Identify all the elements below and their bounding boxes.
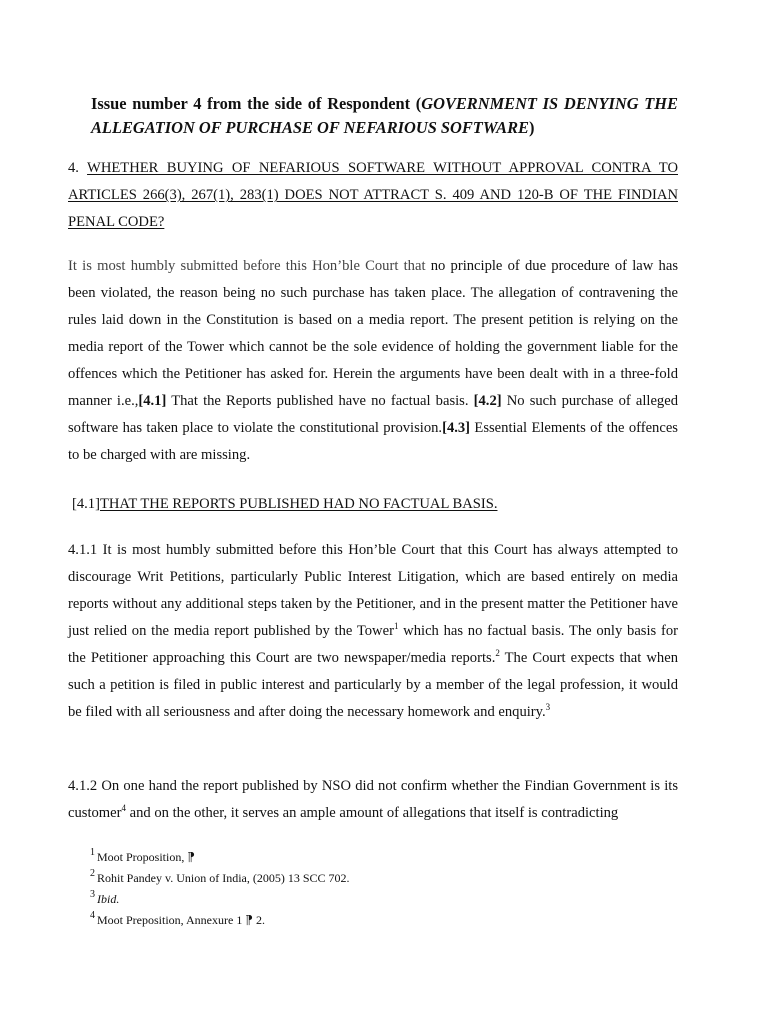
footnote-ref-3[interactable]: 3 bbox=[545, 702, 551, 712]
argument-ref-4-3: [4.3] bbox=[442, 420, 471, 436]
footnotes bbox=[90, 847, 690, 931]
footnote-text: Ibid. bbox=[97, 892, 120, 906]
section-4-1-heading bbox=[72, 491, 497, 518]
intro-paragraph-lead: It is most humbly submitted before this Hon’ble Court that bbox=[68, 258, 426, 274]
intro-paragraph-text: Essential Elements of the offences to be charged with are missing. bbox=[68, 420, 678, 463]
paragraph-4-1-2-text: 4.1.2 On one hand the report published by NSO did not confirm whether the Findian Government is its customer bbox=[68, 778, 678, 821]
intro-paragraph-text: no principle of due procedure of law has been violated, the reason being no such purchase has taken place. The allegation of contravening the rules laid down in the Constitution is based on a media report. The present petition is relying on the media report of the Tower which cannot be the sole evidence of holding the government liable for the offences which the Petitioner has asked for. Herein the arguments have been dealt with in a three-fold manner i.e., bbox=[68, 258, 678, 409]
section-4-1-title: THAT THE REPORTS PUBLISHED HAD NO FACTUAL BASIS. bbox=[99, 496, 498, 512]
issue-heading-suffix: ) bbox=[528, 118, 535, 137]
intro-paragraph bbox=[68, 253, 678, 469]
issue-question bbox=[68, 155, 678, 236]
issue-question-number: 4. bbox=[68, 160, 88, 176]
footnote bbox=[90, 889, 690, 910]
issue-heading bbox=[91, 92, 678, 140]
argument-ref-4-2: [4.2] bbox=[473, 393, 502, 409]
paragraph-4-1-1-text: which has no factual basis. The only basis for the Petitioner approaching this Court are two newspaper/media reports. bbox=[68, 623, 678, 666]
issue-heading-prefix: Issue number 4 from the side of Respondent ( bbox=[91, 94, 422, 113]
argument-ref-4-1: [4.1] bbox=[138, 393, 167, 409]
footnote-number: 1 bbox=[90, 847, 95, 858]
paragraph-4-1-1 bbox=[68, 537, 678, 726]
paragraph-4-1-1-text: 4.1.1 It is most humbly submitted before this Hon’ble Court that this Court has always attempted to discourage Writ Petitions, particularly Public Interest Litigation, which are based entirely on media reports without any additional steps taken by the Petitioner, and in the present matter the Petitioner have just relied on the media report published by the Tower bbox=[68, 542, 678, 639]
issue-heading-italic: GOVERNMENT IS DENYING THE ALLEGATION OF PURCHASE OF NEFARIOUS SOFTWARE bbox=[91, 94, 678, 137]
footnote-number: 3 bbox=[90, 889, 95, 900]
intro-paragraph-text: That the Reports published have no factual basis. bbox=[166, 393, 474, 409]
issue-question-text: WHETHER BUYING OF NEFARIOUS SOFTWARE WITHOUT APPROVAL CONTRA TO ARTICLES 266(3), 267(1), 283(1) DOES NOT ATTRACT S. 409 AND 120-B OF THE FINDIAN PENAL CODE? bbox=[68, 160, 678, 230]
footnote-number: 2 bbox=[90, 868, 95, 879]
footnote-text: Rohit Pandey v. Union of India, (2005) 13 SCC 702. bbox=[97, 871, 350, 885]
paragraph-4-1-1-text: The Court expects that when such a petition is filed in public interest and particularly by a member of the legal profession, it would be filed with all seriousness and after doing the necessary homework and enquiry. bbox=[68, 650, 678, 720]
footnote-text: Moot Preposition, Annexure 1 ⁋ 2. bbox=[97, 913, 265, 927]
paragraph-4-1-2 bbox=[68, 773, 678, 827]
footnote bbox=[90, 910, 690, 931]
footnote-text: Moot Proposition, ⁋ bbox=[97, 850, 195, 864]
paragraph-4-1-2-text: and on the other, it serves an ample amount of allegations that itself is contradicting bbox=[126, 805, 619, 821]
footnote-ref-2[interactable]: 2 bbox=[495, 648, 500, 658]
footnote bbox=[90, 847, 690, 868]
footnote-ref-1[interactable]: 1 bbox=[393, 621, 399, 631]
footnote bbox=[90, 868, 690, 889]
footnote-number: 4 bbox=[90, 910, 95, 921]
intro-paragraph-text: No such purchase of alleged software has taken place to violate the constitutional provision. bbox=[68, 393, 678, 436]
footnote-ref-4[interactable]: 4 bbox=[121, 803, 126, 813]
section-4-1-number: [4.1] bbox=[72, 496, 100, 512]
